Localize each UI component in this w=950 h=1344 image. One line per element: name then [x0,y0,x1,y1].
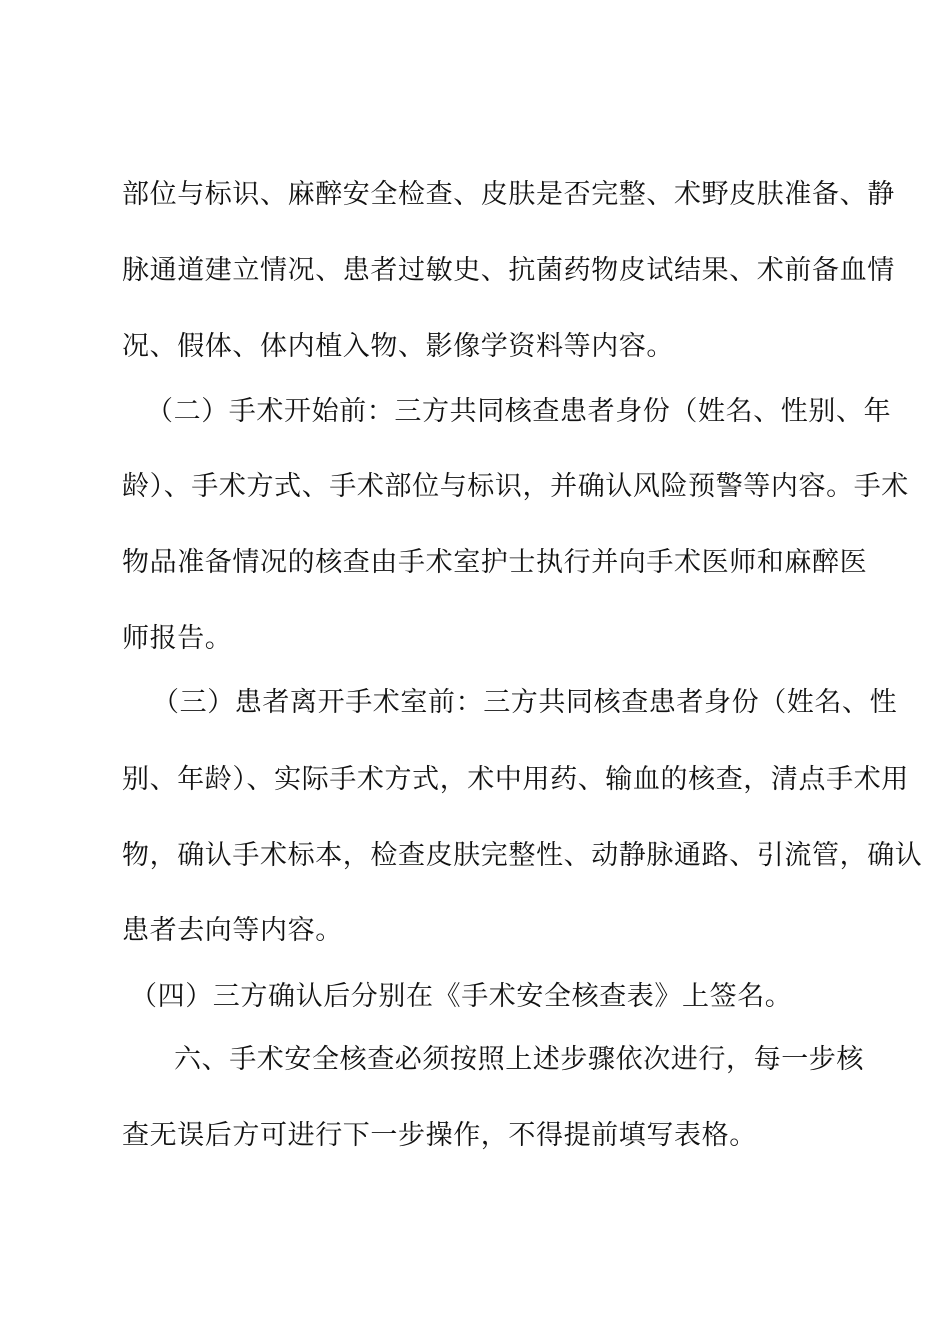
text-line: 别、年龄）、实际手术方式，术中用药、输血的核查，清点手术用 [122,764,909,795]
text-line: 六、手术安全核查必须按照上述步骤依次进行，每一步核 [174,1044,864,1075]
text-line: 物，确认手术标本，检查皮肤完整性、动静脉通路、引流管，确认 [122,840,923,871]
text-line: 查无误后方可进行下一步操作，不得提前填写表格。 [122,1120,757,1151]
text-line: （四）三方确认后分别在《手术安全核查表》上签名。 [130,981,793,1012]
text-line: 师报告。 [122,623,233,654]
text-line: （三）患者离开手术室前：三方共同核查患者身份（姓名、性 [152,687,898,718]
text-line: 患者去向等内容。 [122,915,343,946]
text-line: 物品准备情况的核查由手术室护士执行并向手术医师和麻醉医 [122,547,868,578]
text-line: （二）手术开始前：三方共同核查患者身份（姓名、性别、年 [146,396,892,427]
text-line: 龄）、手术方式、手术部位与标识，并确认风险预警等内容。手术 [122,471,909,502]
text-line: 部位与标识、麻醉安全检查、皮肤是否完整、术野皮肤准备、静 [122,179,895,210]
text-line: 脉通道建立情况、患者过敏史、抗菌药物皮试结果、术前备血情 [122,255,895,286]
text-line: 况、假体、体内植入物、影像学资料等内容。 [122,331,674,362]
